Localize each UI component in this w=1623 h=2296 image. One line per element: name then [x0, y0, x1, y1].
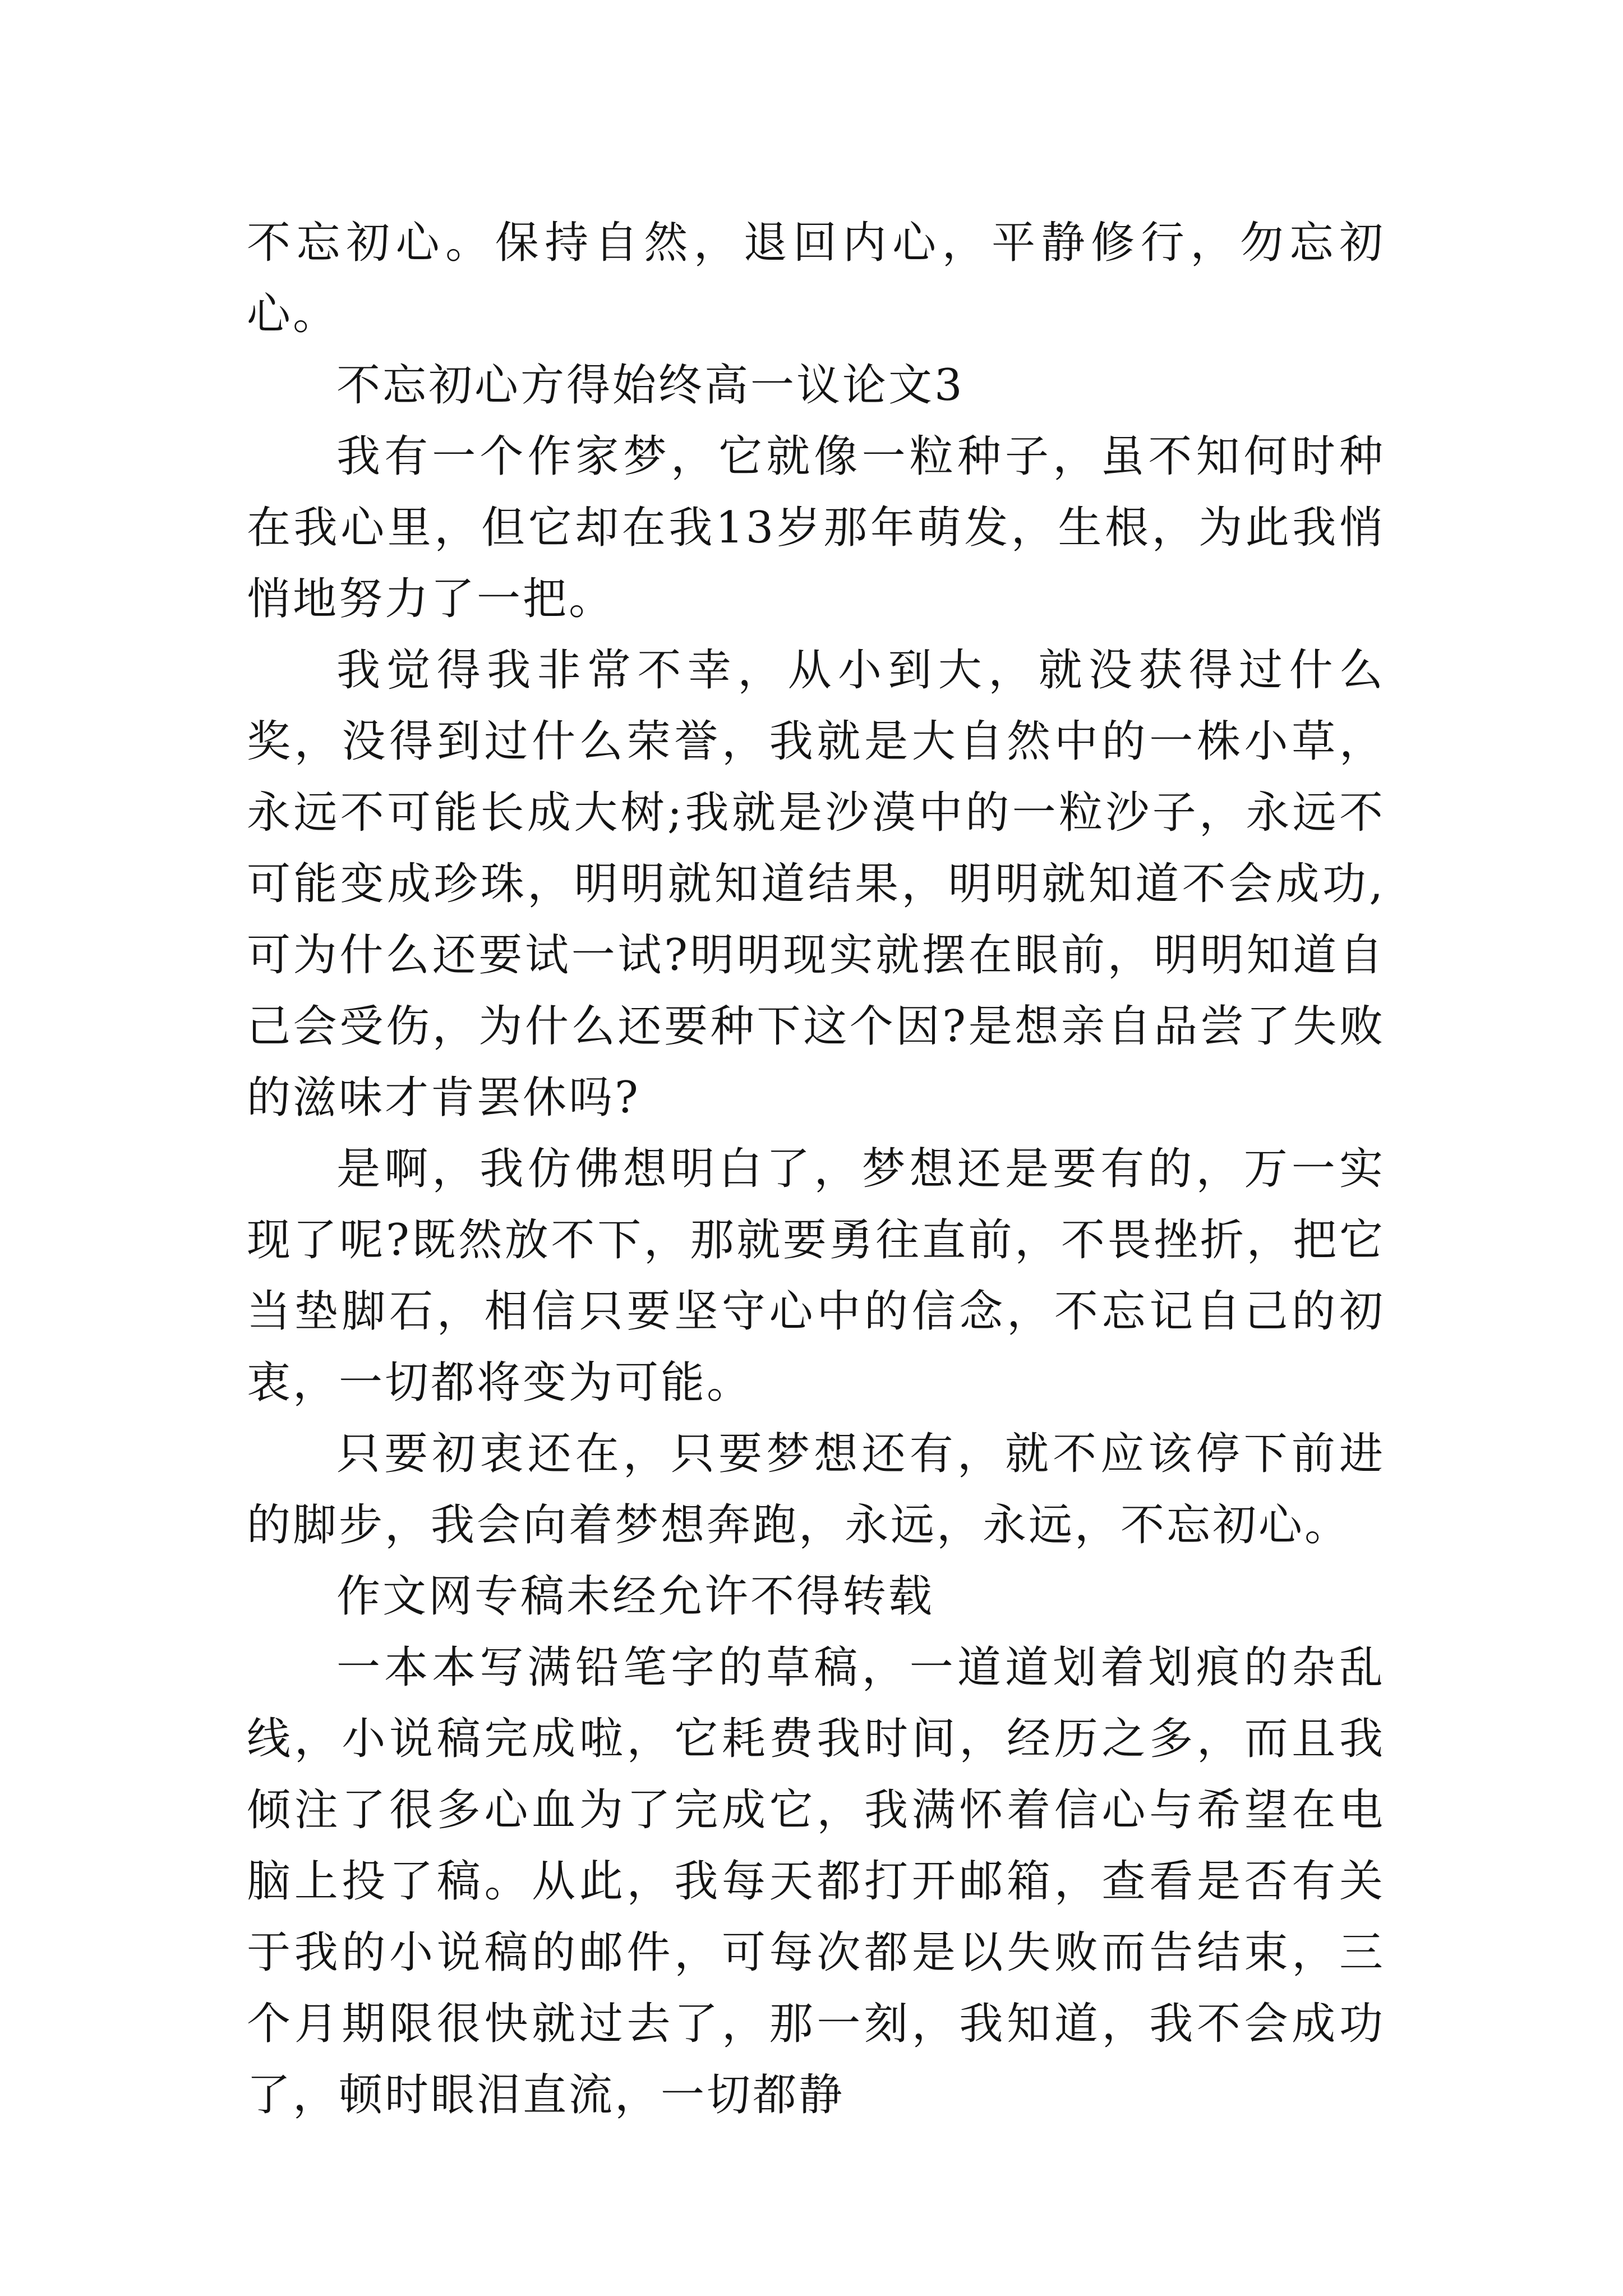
paragraph: 我有一个作家梦，它就像一粒种子，虽不知何时种在我心里，但它却在我13岁那年萌发，生根，为此我悄悄地努力了一把。	[247, 431, 1385, 624]
paragraph: 一本本写满铅笔字的草稿，一道道划着划痕的杂乱线，小说稿完成啦，它耗费我时间，经历之多，而且我倾注了很多心血为了完成它，我满怀着信心与希望在电脑上投了稿。从此，我每天都打开邮箱，查看是否有关于我的小说稿的邮件，可每次都是以失败而告结束，三个月期限很快就过去了，那一刻，我知道，我不会成功了，顿时眼泪直流，一切都静	[247, 1642, 1385, 2120]
essay-title: 不忘初心方得始终高一议论文3	[336, 360, 965, 411]
paragraph: 是啊，我仿佛想明白了，梦想还是要有的，万一实现了呢?既然放不下，那就要勇往直前，不畏挫折，把它当垫脚石，相信只要坚守心中的信念，不忘记自己的初衷，一切都将变为可能。	[247, 1144, 1385, 1408]
paragraph: 只要初衷还在，只要梦想还有，就不应该停下前进的脚步，我会向着梦想奔跑，永远，永远，不忘初心。	[247, 1429, 1385, 1550]
copyright-notice: 作文网专稿未经允许不得转载	[336, 1571, 935, 1622]
paragraph: 我觉得我非常不幸，从小到大，就没获得过什么奖，没得到过什么荣誉，我就是大自然中的一株小草，永远不可能长成大树;我就是沙漠中的一粒沙子，永远不可能变成珍珠，明明就知道结果，明明就知道不会成功,可为什么还要试一试?明明现实就摆在眼前，明明知道自己会受伤，为什么还要种下这个因?是想亲自品尝了失败的滋味才肯罢休吗?	[247, 645, 1385, 1123]
document-body	[247, 208, 1385, 2131]
paragraph-continuation: 不忘初心。保持自然，退回内心，平静修行，勿忘初心。	[247, 218, 1385, 339]
